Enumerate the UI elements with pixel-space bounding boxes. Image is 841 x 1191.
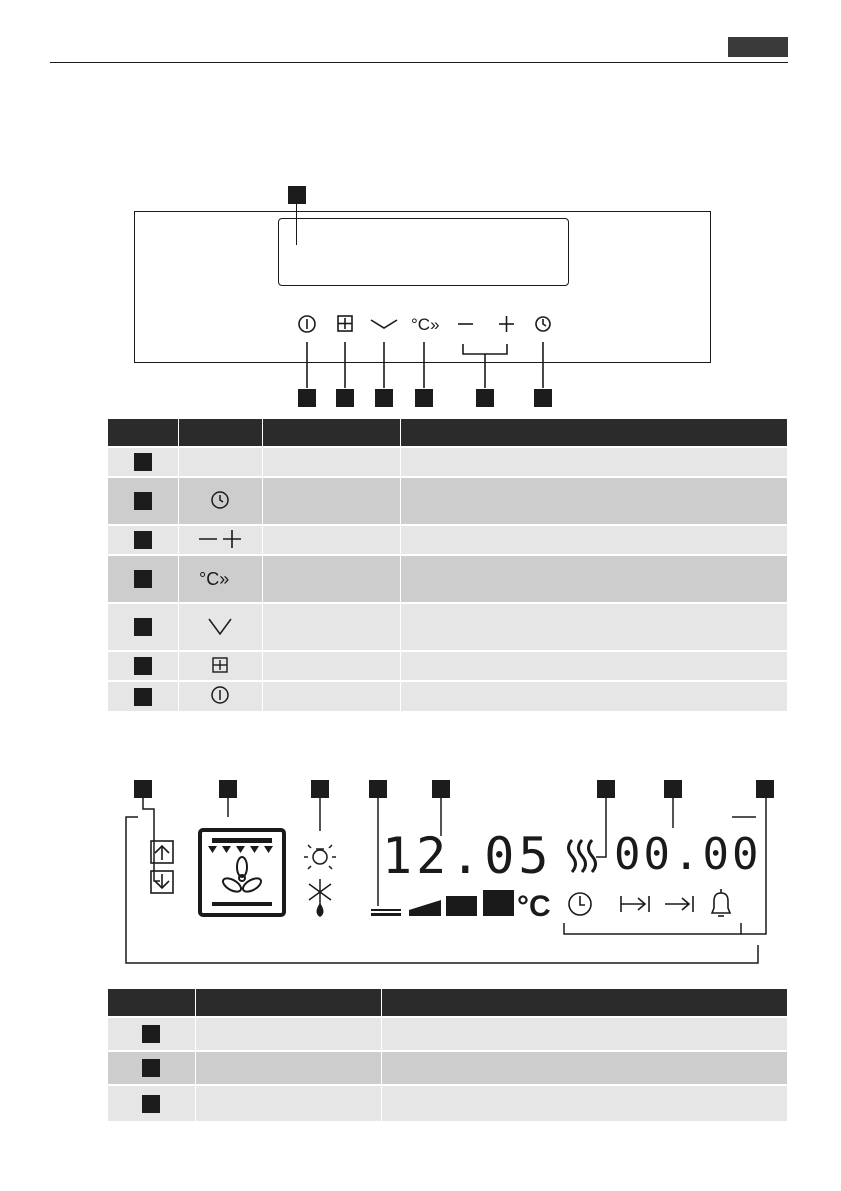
callout-marker [336, 389, 354, 407]
lamp-icon [304, 845, 336, 869]
bell-icon [712, 893, 730, 913]
oven-fan-icon [200, 830, 284, 915]
callout-marker [134, 618, 152, 636]
display-timer: 00.00 [614, 829, 762, 880]
callout-marker [134, 531, 152, 549]
clock-icon [209, 489, 231, 511]
control-table [108, 419, 787, 711]
heat-up-icon [569, 840, 596, 872]
table-row [108, 603, 787, 651]
table-row [108, 1017, 787, 1051]
callout-marker [134, 492, 152, 510]
table-row [108, 525, 787, 555]
table-row [108, 555, 787, 603]
temperature-bar-icon [371, 890, 514, 916]
table-header-cell [178, 419, 262, 447]
table-header-cell [262, 419, 400, 447]
table-row [108, 681, 787, 711]
table-header-cell [381, 989, 787, 1017]
callout-marker [298, 389, 316, 407]
temperature-icon [195, 566, 245, 590]
table-row [108, 1085, 787, 1121]
callout-marker [415, 389, 433, 407]
callout-marker [476, 389, 494, 407]
defrost-icon [309, 879, 331, 905]
section-tab [728, 37, 788, 57]
table-header-cell [400, 419, 787, 447]
callout-marker [534, 389, 552, 407]
display-window [278, 218, 569, 286]
marker-line [296, 203, 297, 245]
callout-marker [375, 389, 393, 407]
svg-text:°C»: °C» [199, 568, 230, 589]
table-row [108, 447, 787, 477]
table-header-cell [108, 419, 178, 447]
display-time: 12.05 [382, 827, 553, 885]
callout-marker [142, 1095, 160, 1113]
table-row [108, 651, 787, 681]
table-row [108, 477, 787, 525]
duration-icon [621, 896, 649, 912]
display-diagram [120, 795, 780, 970]
table-header-cell [108, 989, 195, 1017]
callout-marker [134, 570, 152, 588]
chevron-down-icon [205, 614, 235, 638]
display-table [108, 989, 787, 1121]
callout-marker [134, 688, 152, 706]
table-header-cell [195, 989, 381, 1017]
control-buttons [280, 300, 580, 400]
table-row [108, 1051, 787, 1085]
rack-level-icon [210, 655, 230, 675]
end-icon [665, 896, 693, 912]
callout-marker [134, 657, 152, 675]
callout-marker [134, 453, 152, 471]
minus-plus-icon [195, 528, 245, 550]
callout-marker [288, 186, 306, 204]
callout-marker [142, 1059, 160, 1077]
temp-unit: °C [517, 890, 551, 923]
callout-marker [142, 1025, 160, 1043]
temperature-icon[interactable]: °C» [411, 315, 440, 334]
header-rule [50, 62, 788, 63]
chevron-down-icon[interactable] [371, 320, 397, 328]
power-icon [209, 684, 231, 706]
